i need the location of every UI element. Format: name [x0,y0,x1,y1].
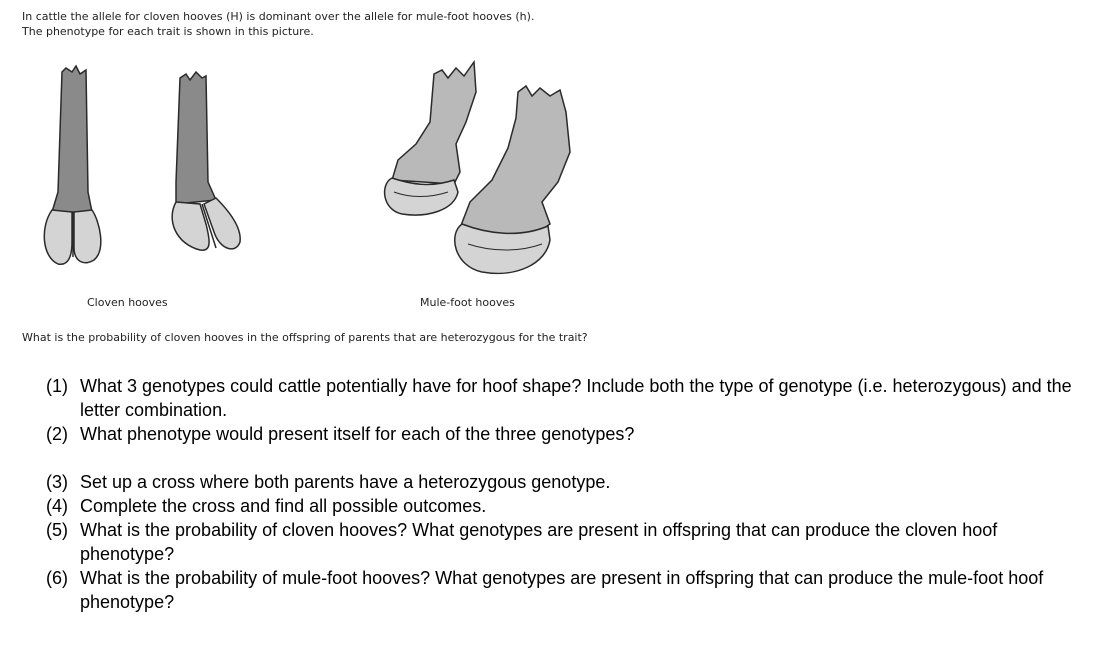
mule-foot-hoof-right-leg [460,86,570,238]
cloven-hoof-left-leg [52,66,92,212]
question-3 [46,470,1096,494]
mule-foot-hoof-left [385,62,476,215]
intro-text [22,9,534,39]
question-6 [46,566,1096,614]
mule-foot-hoof-right [455,86,570,273]
question-text: What phenotype would present itself for each of the three genotypes? [80,424,635,444]
question-text: Set up a cross where both parents have a heterozygous genotype. [80,472,611,492]
question-5 [46,518,1096,566]
cloven-hoof-left-toe-2 [74,210,101,263]
question-number: (1) [46,376,68,396]
question-number: (5) [46,520,68,540]
question-number: (4) [46,496,68,516]
question-1 [46,374,1096,422]
caption-mule-foot-hooves: Mule-foot hooves [420,296,515,309]
intro-line-1: In cattle the allele for cloven hooves (H) is dominant over the allele for mule-foot hooves (h). [22,10,535,23]
caption-cloven-hooves: Cloven hooves [87,296,168,309]
intro-line-2: The phenotype for each trait is shown in this picture. [22,25,314,38]
question-number: (3) [46,472,68,492]
spacer [46,446,1096,470]
questions-list [46,374,1096,614]
question-text: What is the probability of cloven hooves? What genotypes are present in offspring that can produce the cloven hoof phenotype? [80,520,998,564]
cloven-hoof-left-toe-1 [44,210,72,264]
question-number: (6) [46,568,68,588]
cloven-hoof-right [172,72,240,250]
hooves-illustration [30,52,620,292]
question-text: Complete the cross and find all possible outcomes. [80,496,487,516]
probability-prompt: What is the probability of cloven hooves in the offspring of parents that are heterozygous for the trait? [22,331,588,344]
question-text: What is the probability of mule-foot hooves? What genotypes are present in offspring that can produce the mule-foot hoof phenotype? [80,568,1044,612]
hooves-figure [30,52,620,292]
cloven-hoof-left [44,66,100,264]
question-2 [46,422,1096,446]
cloven-hoof-right-leg [176,72,216,204]
question-number: (2) [46,424,68,444]
mule-foot-hoof-left-leg [392,62,476,184]
question-text: What 3 genotypes could cattle potentially have for hoof shape? Include both the type of genotype (i.e. heterozygous) and the letter combination. [80,376,1072,420]
question-4 [46,494,1096,518]
